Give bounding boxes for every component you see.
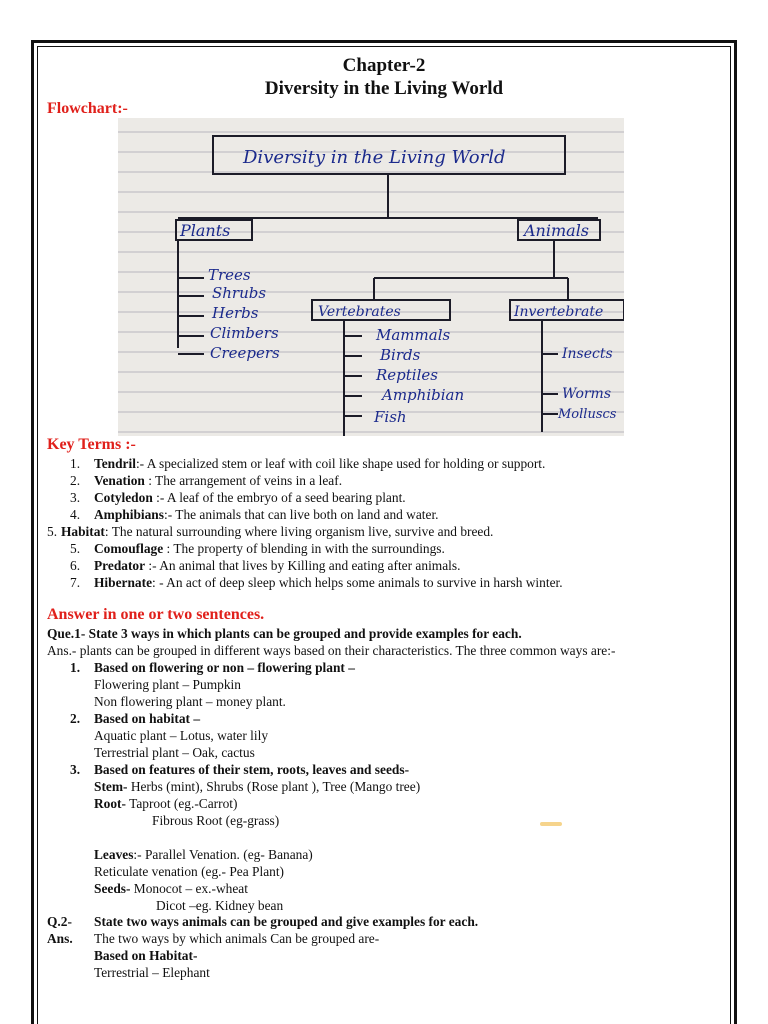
key-term-word: Tendril (94, 456, 136, 471)
flow-plant-3: Herbs (212, 304, 259, 322)
group-3-number: 3. (70, 762, 81, 777)
key-term-word: Cotyledon (94, 490, 153, 505)
group-1-number: 1. (70, 660, 81, 675)
group-1-title: Based on flowering or non – flowering plant – (94, 660, 355, 675)
key-term-number: 5. (70, 541, 81, 556)
key-term-item (70, 473, 342, 489)
key-term-item (47, 524, 493, 540)
answer-2-text: The two ways by which animals Can be grouped are- (94, 931, 380, 946)
flow-plant-1: Trees (208, 266, 251, 284)
key-terms-heading: Key Terms :- (47, 436, 136, 453)
key-term-definition: The property of blending in with the surroundings. (170, 541, 445, 556)
group-2-number: 2. (70, 711, 81, 726)
flow-plant-5: Creepers (210, 344, 280, 362)
question-2-label: Q.2- (47, 914, 72, 929)
question-2-text: State two ways animals can be grouped and give examples for each. (94, 914, 479, 929)
key-term-word: Habitat (61, 524, 105, 539)
key-term-definition: The natural surrounding where living organism live, survive and breed. (108, 524, 494, 539)
key-term-item (70, 541, 445, 557)
stem-line (94, 779, 420, 795)
key-term-separator: :- (163, 507, 173, 522)
flow-plant-2: Shrubs (212, 284, 267, 302)
seeds-line (94, 881, 248, 897)
group-1-line-1: Flowering plant – Pumpkin (94, 677, 241, 692)
group-2-line-1: Aquatic plant – Lotus, water lily (94, 728, 269, 743)
habitat-line-1: Terrestrial – Elephant (94, 965, 210, 980)
key-term-word: Comouflage (94, 541, 164, 556)
key-term-item (70, 575, 563, 591)
group-2-line-2: Terrestrial plant – Oak, cactus (94, 745, 255, 760)
leaves-label: Leaves (94, 847, 134, 862)
seeds-text: Monocot – ex.-wheat (130, 881, 248, 896)
root-line (94, 796, 237, 812)
leaves-line (94, 847, 313, 863)
flowchart-image (118, 118, 624, 436)
question-1: Que.1- State 3 ways in which plants can be grouped and provide examples for each. (47, 626, 522, 641)
key-term-separator: : (144, 473, 152, 488)
flow-vert-1: Mammals (376, 326, 451, 344)
chapter-title: Diversity in the Living World (264, 78, 504, 99)
key-term-number: 3. (70, 490, 81, 505)
flow-vert-3: Reptiles (376, 366, 438, 384)
flow-invert-3: Molluscs (558, 407, 617, 422)
flow-vertebrates: Vertebrates (318, 304, 401, 320)
flow-vert-2: Birds (380, 346, 421, 364)
stem-label: Stem- (94, 779, 128, 794)
group-1-line-2: Non flowering plant – money plant. (94, 694, 286, 709)
key-term-definition: A specialized stem or leaf with coil like shape used for holding or support. (144, 456, 546, 471)
habitat-heading: Based on Habitat- (94, 948, 198, 963)
key-term-definition: The animals that can live both on land and water. (172, 507, 439, 522)
key-term-separator: : (152, 575, 156, 590)
answer-1-intro: Ans.- plants can be grouped in different ways based on their characteristics. The three common ways are:- (47, 643, 616, 658)
root-line-2: Fibrous Root (eg-grass) (152, 813, 280, 828)
key-term-separator: :- (152, 490, 165, 505)
root-text: Taproot (eg.-Carrot) (125, 796, 238, 811)
key-term-word: Amphibians (94, 507, 164, 522)
answer-2-label: Ans. (47, 931, 73, 946)
key-term-word: Hibernate (94, 575, 153, 590)
key-term-separator: :- (135, 456, 145, 471)
flow-animals: Animals (524, 221, 590, 240)
key-term-word: Predator (94, 558, 146, 573)
flow-invert-2: Worms (562, 386, 612, 402)
chapter-number: Chapter-2 (342, 55, 426, 76)
key-term-separator: : (104, 524, 109, 539)
key-term-number: 1. (70, 456, 81, 471)
group-3-title: Based on features of their stem, roots, leaves and seeds- (94, 762, 410, 777)
key-term-number: 4. (70, 507, 81, 522)
seeds-line-2: Dicot –eg. Kidney bean (156, 898, 284, 913)
key-term-item (70, 456, 545, 472)
flowchart-heading: Flowchart:- (47, 100, 128, 117)
answers-heading: Answer in one or two sentences. (47, 606, 265, 623)
key-term-number: 5. (47, 524, 58, 539)
key-term-item (70, 558, 460, 574)
key-term-separator: : (163, 541, 171, 556)
key-term-definition: An animal that lives by Killing and eating after animals. (156, 558, 461, 573)
stem-text: Herbs (mint), Shrubs (Rose plant ), Tree (Mango tree) (127, 779, 421, 794)
key-term-number: 6. (70, 558, 81, 573)
flow-plants: Plants (180, 221, 231, 240)
key-term-word: Venation (94, 473, 145, 488)
flow-invert-1: Insects (562, 346, 613, 362)
key-term-item (70, 507, 439, 523)
leaves-text: :- Parallel Venation. (eg- Banana) (133, 847, 313, 862)
flow-vert-5: Fish (374, 408, 407, 426)
flow-invertebrates: Invertebrate (514, 304, 604, 320)
key-term-number: 7. (70, 575, 81, 590)
group-2-title: Based on habitat – (94, 711, 201, 726)
key-term-number: 2. (70, 473, 81, 488)
key-term-definition: The arrangement of veins in a leaf. (151, 473, 343, 488)
flow-plant-4: Climbers (210, 324, 279, 342)
key-term-definition: - An act of deep sleep which helps some animals to survive in harsh winter. (155, 575, 563, 590)
highlight-mark (540, 822, 562, 826)
key-term-definition: A leaf of the embryo of a seed bearing plant. (164, 490, 406, 505)
leaves-line-2: Reticulate venation (eg.- Pea Plant) (94, 864, 285, 879)
key-term-item (70, 490, 406, 506)
seeds-label: Seeds- (94, 881, 131, 896)
flow-vert-4: Amphibian (382, 386, 465, 404)
root-label: Root- (94, 796, 126, 811)
flow-root: Diversity in the Living World (243, 147, 506, 168)
key-term-separator: :- (145, 558, 157, 573)
